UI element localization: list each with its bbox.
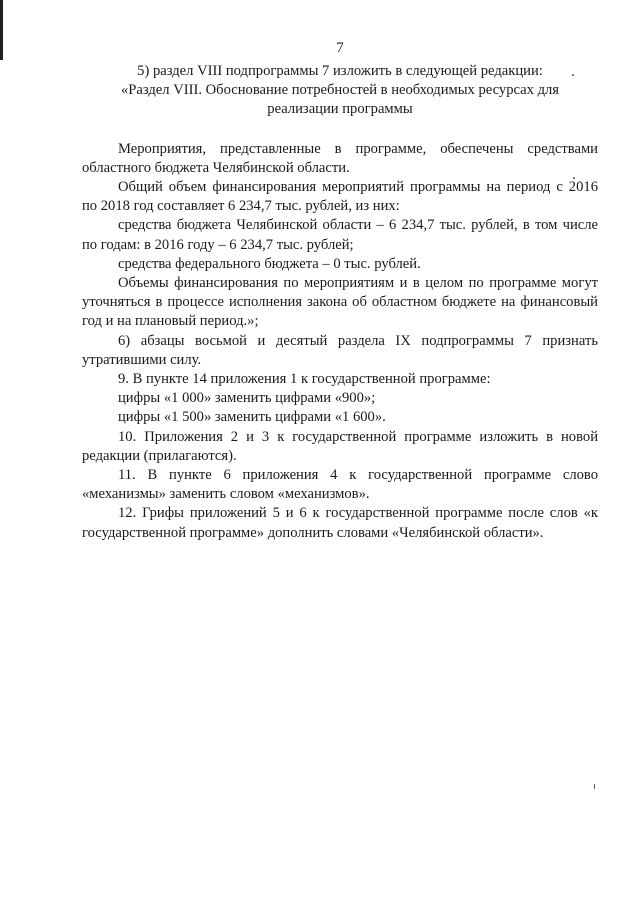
- heading-line-1: 5) раздел VIII подпрограммы 7 изложить в следующей редакции:: [137, 63, 543, 79]
- document-body: [82, 62, 598, 543]
- paragraph-measures-funding: Мероприятия, представленные в программе, обеспечены средствами областного бюджета Челябинской области.: [82, 140, 598, 176]
- paragraph-regional-budget: средства бюджета Челябинской области – 6 234,7 тыс. рублей, в том числе по годам: в 2016 году – 6 234,7 тыс. рублей;: [82, 217, 598, 253]
- paragraph-item-10: 10. Приложения 2 и 3 к государственной программе изложить в новой редакции (прилагаются).: [82, 428, 598, 464]
- heading-line-2: «Раздел VIII. Обоснование потребностей в необходимых ресурсах для: [120, 82, 560, 99]
- page-number: 7: [336, 40, 344, 56]
- heading-line-3: реализации программы: [267, 101, 413, 118]
- paragraph-item-6: 6) абзацы восьмой и десятый раздела IX подпрограммы 7 признать утратившими силу.: [82, 332, 598, 368]
- section-heading: [82, 62, 598, 120]
- paragraph-funding-adjustment: Объемы финансирования по мероприятиям и в целом по программе могут уточняться в процессе исполнения закона об областном бюджете на финансовый год и на плановый период.»;: [82, 275, 598, 330]
- paragraph-item-11: 11. В пункте 6 приложения 4 к государственной программе слово «механизмы» заменить словом «механизмов».: [82, 467, 598, 503]
- paragraph-federal-budget: средства федерального бюджета – 0 тыс. рублей.: [118, 255, 421, 272]
- paragraph-item-9-a: цифры «1 000» заменить цифрами «900»;: [118, 390, 376, 407]
- paragraph-item-9-b: цифры «1 500» заменить цифрами «1 600».: [118, 409, 386, 426]
- scan-speck: [572, 74, 574, 76]
- scan-speck: [573, 177, 575, 179]
- paragraph-item-9: 9. В пункте 14 приложения 1 к государственной программе:: [118, 371, 491, 388]
- paragraph-total-funding: Общий объем финансирования мероприятий программы на период с 2016 по 2018 год составляет 6 234,7 тыс. рублей, из них:: [82, 179, 598, 215]
- scan-speck: [594, 784, 595, 789]
- paragraph-item-12: 12. Грифы приложений 5 и 6 к государственной программе после слов «к государственной программе» дополнить словами «Челябинской области».: [82, 505, 598, 541]
